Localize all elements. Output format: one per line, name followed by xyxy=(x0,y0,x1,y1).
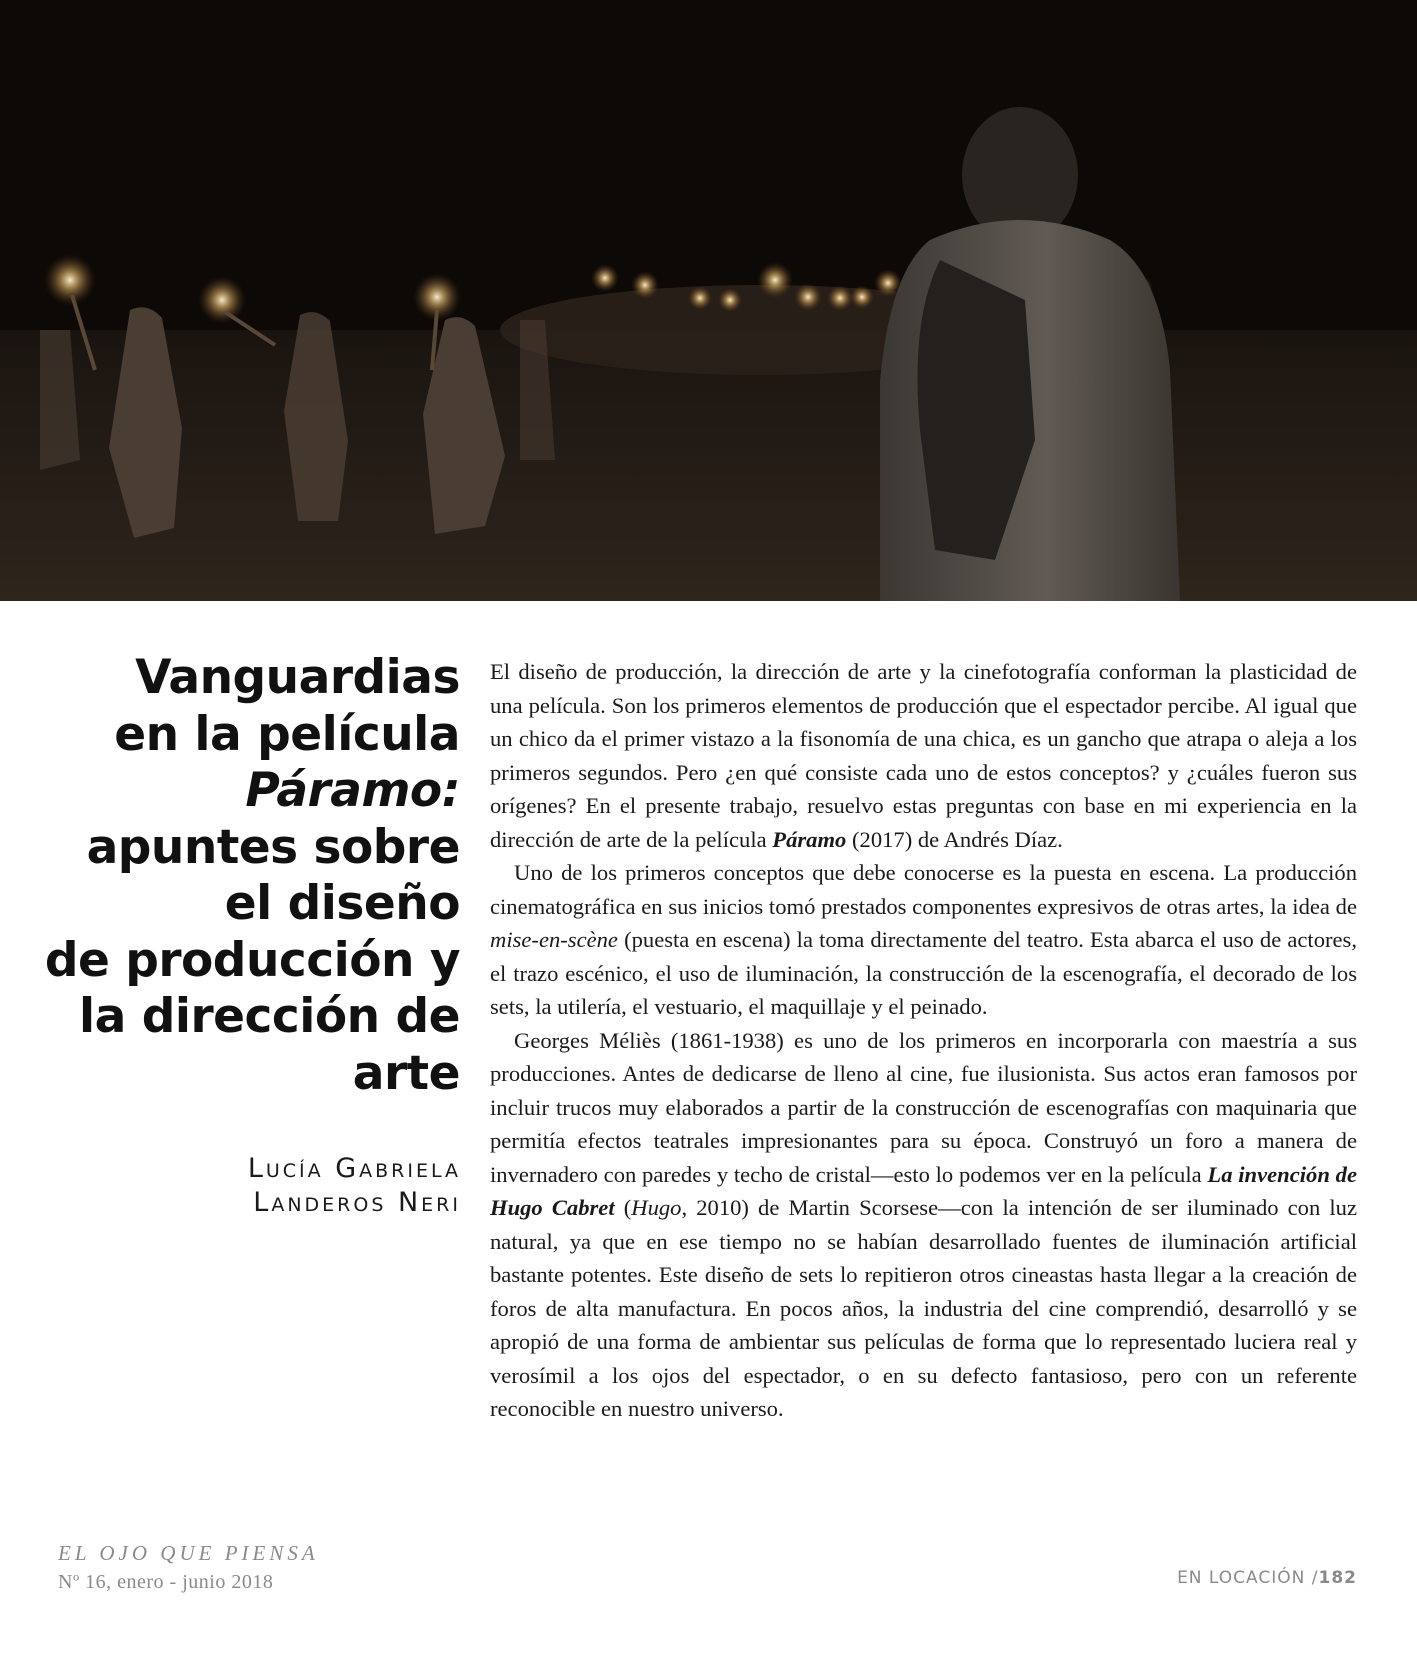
issue-info: Nº 16, enero - junio 2018 xyxy=(58,1571,274,1593)
night-procession-image xyxy=(0,0,1417,601)
section-name: EN LOCACIÓN xyxy=(1177,1568,1306,1588)
section-page-marker xyxy=(1177,1568,1357,1588)
title-line: arte xyxy=(352,1045,460,1101)
title-line: Vanguardias xyxy=(135,650,460,705)
author-byline xyxy=(160,1152,461,1220)
film-title: Páramo xyxy=(772,826,847,852)
title-line: apuntes sobre xyxy=(86,819,460,875)
paragraph: Georges Méliès (1861-1938) es uno de los primeros en incorporarla con maestría a sus producciones. Antes de dedicarse de lleno al cine, fue ilusionista. Sus actos eran famosos por incluir trucos muy elaborados a partir de la construcción de escenografías con maquinaria que permitía efectos teatrales impresionantes para su época. Construyó un foro a manera de invernadero con paredes y techo de cristal—esto lo podemos ver en la película La invención de Hugo Cabret (Hugo, 2010) de Martin Scorsese—con la intención de ser iluminado con luz natural, ya que en ese tiempo no se habían desarrollado fuentes de iluminación artificial bastante potentes. Este diseño de sets lo repitieron otros cineastas hasta llegar a la creación de foros de alta manufactura. En pocos años, la industria del cine comprendió, desarrolló y se apropió de una forma de ambientar sus películas de forma que lo representado luciera real y verosímil a los ojos del espectador, o en su defecto fantasioso, pero con un referente reconocible en nuestro universo. xyxy=(490,1027,1357,1421)
paragraph: Uno de los primeros conceptos que debe conocerse es la puesta en escena. La producción cinematográfica en sus inicios tomó prestados componentes expresivos de otras artes, la idea de mise-en-scène (puesta en escena) la toma directamente del teatro. Esta abarca el uso de actores, el trazo escénico, el uso de iluminación, la construcción de la escenografía, el decorado de los sets, la utilería, el vestuario, el maquillaje y el peinado. xyxy=(490,860,1357,1019)
title-line: de producción y xyxy=(44,932,460,988)
author-first-names: Lucía Gabriela xyxy=(247,1153,461,1184)
film-title: La invención de Hugo Cabret xyxy=(490,1161,1357,1220)
title-line: el diseño xyxy=(224,876,460,931)
title-line-film-name: Páramo: xyxy=(245,763,460,818)
article-title xyxy=(40,650,460,1102)
paragraph: El diseño de producción, la dirección de arte y la cinefotografía conforman la plasticidad de una película. Son los primeros elementos de producción que el espectador percibe. Al igual que un chico da el primer vistazo a la fisonomía de una chica, es un gancho que atrapa o aleja a los primeros segundos. Pero ¿en qué consiste cada uno de estos conceptos? y ¿cuáles fueron sus orígenes? En el presente trabajo, resuelvo estas preguntas con base en mi experiencia en la dirección de arte de la película Páramo (2017) de Andrés Díaz. xyxy=(490,659,1357,852)
title-line: en la película xyxy=(114,706,460,762)
separator: / xyxy=(1305,1568,1319,1588)
term: mise-en-scène xyxy=(490,927,618,952)
title-line: la dirección de xyxy=(79,989,460,1044)
author-surnames: Landeros Neri xyxy=(253,1187,461,1218)
journal-name: EL OJO QUE PIENSA xyxy=(58,1541,319,1565)
page-number: 182 xyxy=(1318,1568,1357,1588)
film-title-original: Hugo xyxy=(631,1195,682,1220)
hero-photo xyxy=(0,0,1417,601)
article-body xyxy=(490,655,1357,1426)
